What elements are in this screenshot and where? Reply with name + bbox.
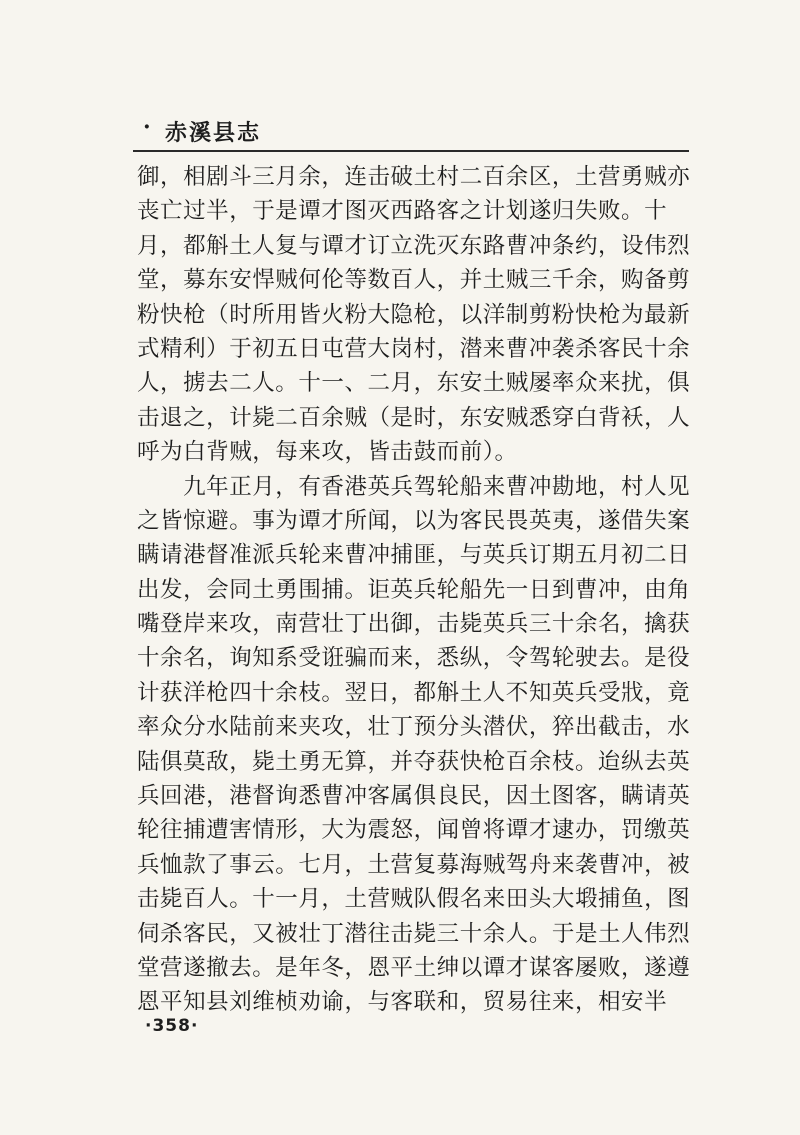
text-line: 兵回港，港督询悉曹冲客属俱良民，因土图客，瞒请英 [137,783,691,810]
text-line: 粉快枪（时所用皆火粉大隐枪，以洋制剪粉快枪为最新 [137,301,691,328]
text-line: 式精利）于初五日屯营大岗村，潜来曹冲袭杀客民十余 [137,335,691,362]
text-line: 御，相剧斗三月余，连击破土村二百余区，土营勇贼亦 [137,164,691,190]
text-line: 丧亡过半，于是谭才图灭西路客之计划遂归失败。十 [137,198,668,225]
text-line: 伺杀客民，又被壮丁潜往击毙三十余人。于是土人伟烈 [137,920,691,947]
text-line: 率众分水陆前来夹攻，壮丁预分头潜伏，猝出截击，水 [137,714,691,741]
text-line: 兵恤款了事云。七月，土营复募海贼驾舟来袭曹冲，被 [137,851,691,878]
text-line: 计获洋枪四十余枝。翌日，都斛土人不知英兵受戕，竟 [137,679,691,706]
text-line: 堂，募东安悍贼何伦等数百人，并土贼三千余，购备剪 [137,267,691,294]
text-line: 堂营遂撤去。是年冬，恩平土绅以谭才谋客屡败，遂遵 [137,954,691,981]
text-line: 恩平知县刘维桢劝谕，与客联和，贸易往来，相安半 [137,989,668,1016]
text-line: 陆俱莫敌，毙土勇无算，并夺获快枪百余枝。迨纵去英 [137,748,691,775]
text-line: 十余名，询知系受诳骗而来，悉纵，令驾轮驶去。是役 [137,645,691,672]
text-line: 月，都斛土人复与谭才订立洗灭东路曹冲条约，设伟烈 [137,232,691,259]
body-text [137,160,691,1020]
text-line: 出发，会同土勇围捕。讵英兵轮船先一日到曹冲，由角 [137,576,691,603]
text-line: 九年正月，有香港英兵驾轮船来曹冲勘地，村人见 [137,473,691,500]
text-line: 呼为白背贼，每来攻，皆击鼓而前）。 [137,439,518,466]
book-title: 赤溪县志 [165,121,262,146]
text-line: 瞒请港督准派兵轮来曹冲捕匪，与英兵订期五月初二日 [137,542,691,569]
text-line: 人，掳去二人。十一、二月，东安土贼屡率众来扰，俱 [137,370,691,397]
running-header [133,110,689,152]
text-line: 之皆惊避。事为谭才所闻，以为客民畏英夷，遂借失案 [137,507,691,534]
header-bullet: · [143,114,151,140]
text-line: 嘴登岸来攻，南营壮丁出御，击毙英兵三十余名，擒获 [137,611,691,638]
text-line: 击退之，计毙二百余贼（是时，东安贼悉穿白背袄，人 [137,404,691,431]
page-number: ·358· [145,1016,199,1036]
text-line: 击毙百人。十一月，土营贼队假名来田头大塅捕鱼，图 [137,886,691,913]
text-line: 轮往捕遭害情形，大为震怒，闻曾将谭才逮办，罚缴英 [137,817,691,844]
